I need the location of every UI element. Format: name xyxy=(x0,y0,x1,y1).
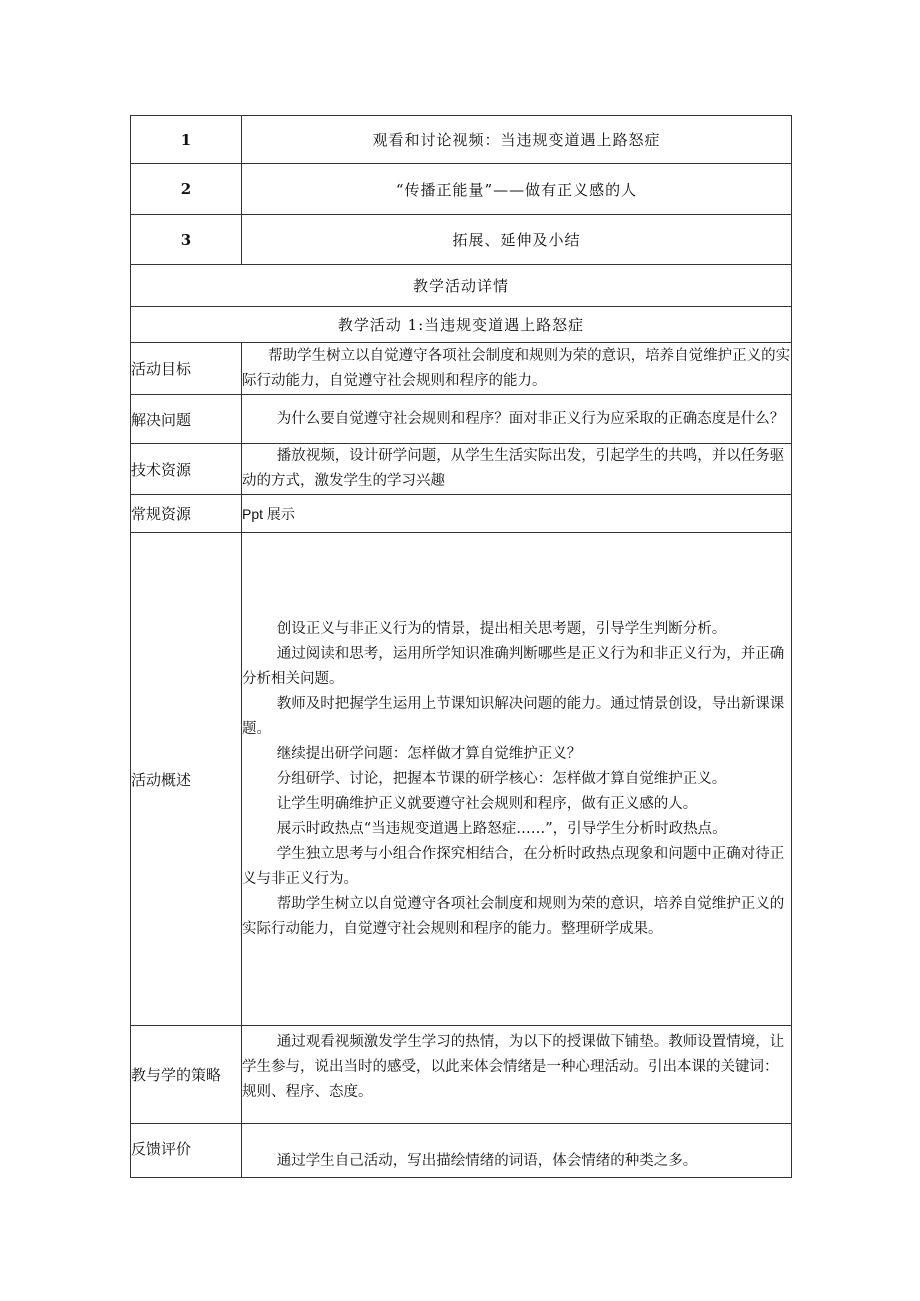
step-title: “传播正能量”——做有正义感的人 xyxy=(242,164,792,215)
strategy-label: 教与学的策略 xyxy=(131,1026,242,1124)
overview-paragraph: 创设正义与非正义行为的情景，提出相关思考题，引导学生判断分析。 xyxy=(276,620,727,637)
problem-label: 解决问题 xyxy=(131,395,242,444)
overview-paragraph: 分组研学、讨论，把握本节课的研学核心：怎样做才算自觉维护正义。 xyxy=(276,770,727,787)
regular-row xyxy=(131,495,792,533)
tech-row xyxy=(131,444,792,495)
feedback-text: 通过学生自己活动，写出描绘情绪的词语，体会情绪的种类之多。 xyxy=(276,1153,698,1169)
regular-text: Ppt 展示 xyxy=(242,495,792,533)
overview-paragraph: 教师及时把握学生运用上节课知识解决问题的能力。通过情景创设，导出新课课题。 xyxy=(242,695,785,737)
strategy-text: 通过观看视频激发学生学习的热情，为以下的授课做下铺垫。教师设置情境，让学生参与，说出当时的感受，以此来体会情绪是一种心理活动。引出本课的关键词：规则、程序、态度。 xyxy=(242,1034,785,1100)
overview-paragraph: 让学生明确维护正义就要遵守社会规则和程序，做有正义感的人。 xyxy=(276,795,698,812)
step-number: 2 xyxy=(131,164,242,215)
activity-title-row xyxy=(131,307,792,343)
step-title: 观看和讨论视频：当违规变道遇上路怒症 xyxy=(242,116,792,164)
strategy-row xyxy=(131,1026,792,1124)
overview-paragraph: 学生独立思考与小组合作探究相结合，在分析时政热点现象和问题中正确对待正义与非正义行为。 xyxy=(242,845,785,887)
goal-label: 活动目标 xyxy=(131,343,242,395)
step-title: 拓展、延伸及小结 xyxy=(242,215,792,265)
step-number: 1 xyxy=(131,116,242,164)
overview-paragraph: 展示时政热点“当违规变道遇上路怒症……”，引导学生分析时政热点。 xyxy=(276,820,727,837)
goal-text: 帮助学生树立以自觉遵守各项社会制度和规则为荣的意识，培养自觉维护正义的实际行动能力，自觉遵守社会规则和程序的能力。 xyxy=(242,347,791,389)
step-number: 3 xyxy=(131,215,242,265)
overview-label: 活动概述 xyxy=(131,533,242,1026)
tech-label: 技术资源 xyxy=(131,444,242,495)
tech-text: 播放视频，设计研学问题，从学生生活实际出发，引起学生的共鸣，并以任务驱动的方式，激发学生的学习兴趣 xyxy=(242,448,785,489)
problem-text: 为什么要自觉遵守社会规则和程序？面对非正义行为应采取的正确态度是什么？ xyxy=(276,410,785,427)
step-row xyxy=(131,116,792,164)
feedback-row xyxy=(131,1124,792,1178)
step-row xyxy=(131,164,792,215)
feedback-label: 反馈评价 xyxy=(131,1124,242,1178)
section-title: 教学活动详情 xyxy=(131,265,792,307)
overview-paragraph: 通过阅读和思考，运用所学知识准确判断哪些是正义行为和非正义行为，并正确分析相关问题。 xyxy=(242,645,785,687)
overview-row xyxy=(131,533,792,1026)
step-row xyxy=(131,215,792,265)
activity-title: 教学活动 1:当违规变道遇上路怒症 xyxy=(131,307,792,343)
overview-paragraph: 继续提出研学问题：怎样做才算自觉维护正义？ xyxy=(276,745,582,762)
overview-paragraph: 帮助学生树立以自觉遵守各项社会制度和规则为荣的意识，培养自觉维护正义的实际行动能力，自觉遵守社会规则和程序的能力。整理研学成果。 xyxy=(242,895,785,937)
regular-label: 常规资源 xyxy=(131,495,242,533)
goal-row xyxy=(131,343,792,395)
problem-row xyxy=(131,395,792,444)
lesson-plan-table xyxy=(130,115,792,1178)
section-title-row xyxy=(131,265,792,307)
